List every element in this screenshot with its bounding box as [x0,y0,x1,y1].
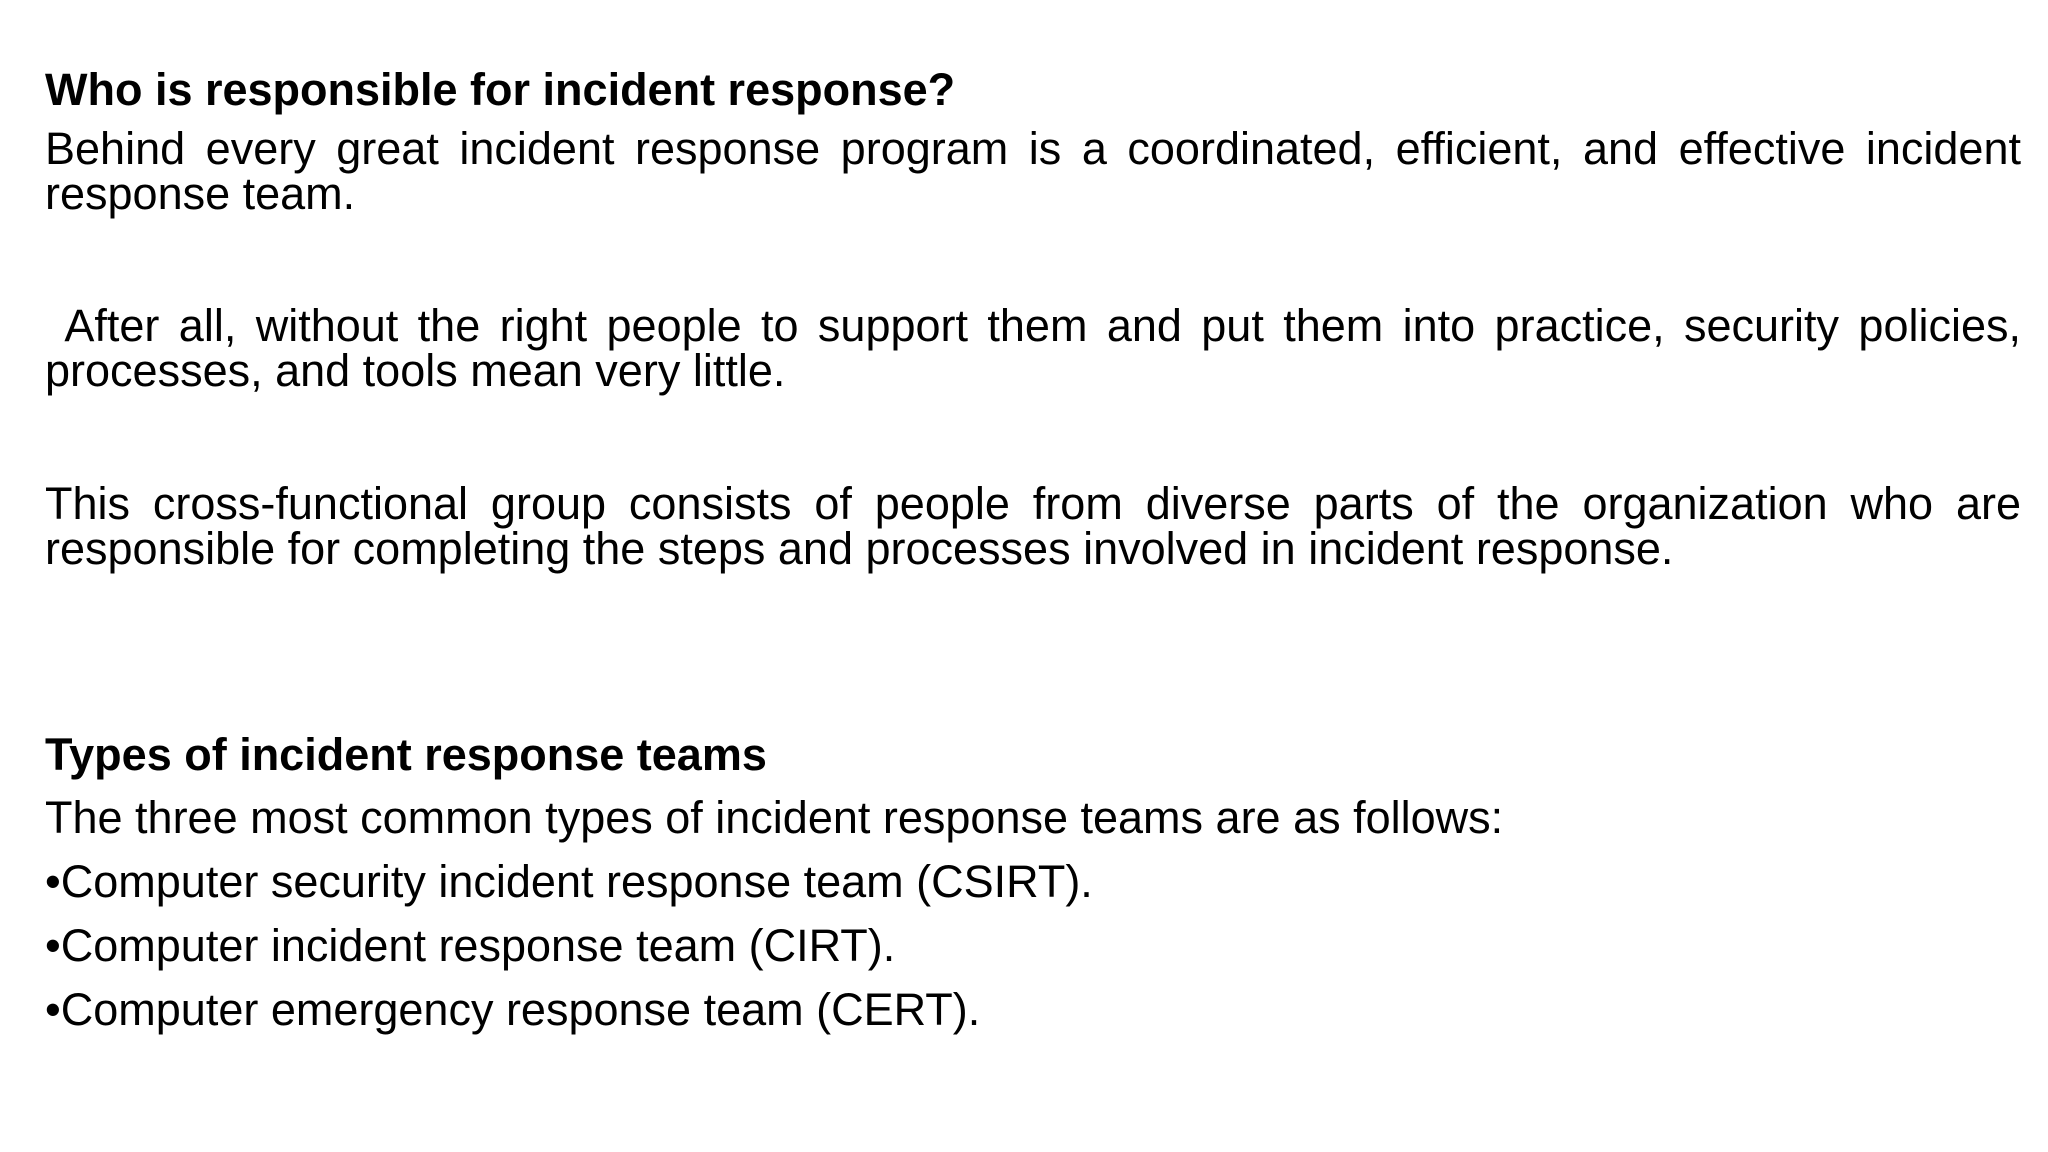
list-item-cirt: •Computer incident response team (CIRT). [45,920,896,971]
cross-functional-paragraph: This cross-functional group consists of people from diverse parts of the organization who are responsible for completing the steps and processes involved in incident response. [45,478,2021,574]
people-paragraph: After all, without the right people to support them and put them into practice, security policies, processes, and tools mean very little. [45,300,2034,396]
spacer [45,216,2021,303]
team-intro-paragraph: Behind every great incident response program is a coordinated, efficient, and effective incident response team. [45,123,2021,219]
slide-content [45,62,2034,1035]
spacer [45,393,2021,481]
team-types-intro: The three most common types of incident response teams are as follows: [45,792,1504,843]
spacer [45,571,2021,727]
list-item-csirt: •Computer security incident response team (CSIRT). [45,856,1093,907]
responsibility-heading: Who is responsible for incident response? [45,64,956,115]
list-item-cert: •Computer emergency response team (CERT). [45,984,981,1035]
team-types-heading: Types of incident response teams [45,729,767,780]
